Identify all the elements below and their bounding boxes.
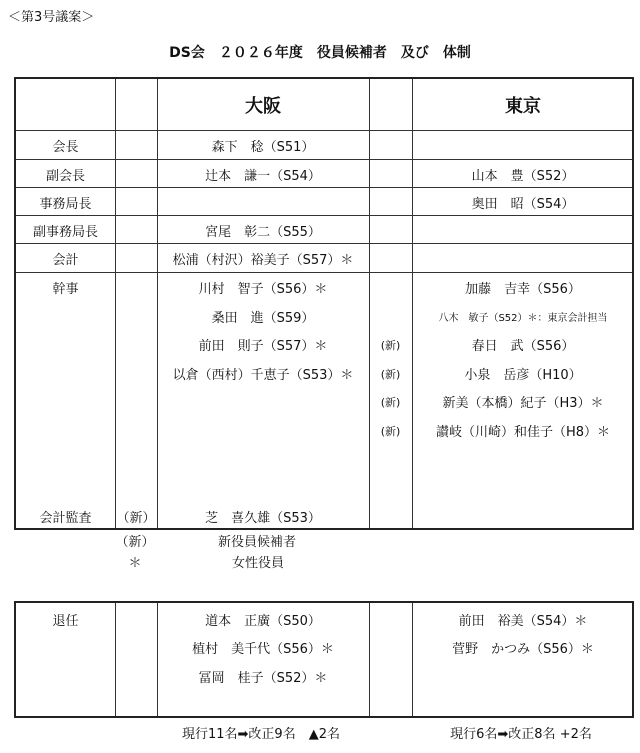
tokyo-retire-item: 前田 裕美（S54）＊ bbox=[458, 614, 588, 629]
osaka-treasurer: 松浦（村沢）裕美子（S57）＊ bbox=[172, 253, 354, 268]
tokyo-kanji-new-mark: (新) bbox=[380, 368, 401, 381]
osaka-retire-item: 冨岡 桂子（S52）＊ bbox=[198, 671, 328, 686]
role-treasurer: 会計 bbox=[52, 253, 79, 268]
legend-new-text: 新役員候補者 bbox=[218, 535, 297, 550]
tokyo-kanji-item: 八木 敏子（S52）＊：東京会計担当 bbox=[438, 313, 608, 324]
agenda-label: ＜第3号議案＞ bbox=[8, 10, 95, 25]
tokyo-secretary-general: 奥田 昭（S54） bbox=[471, 197, 575, 212]
tokyo-vice-president: 山本 豊（S52） bbox=[471, 169, 575, 184]
osaka-kanji-item: 前田 則子（S57）＊ bbox=[198, 339, 328, 354]
auditor-new-mark: （新） bbox=[116, 511, 156, 526]
osaka-deputy-secretary: 宮尾 彰二（S55） bbox=[205, 225, 321, 240]
osaka-summary: 現行11名➡改正9名 ▲2名 bbox=[182, 727, 340, 742]
role-president: 会長 bbox=[52, 140, 79, 155]
role-vice-president: 副会長 bbox=[45, 169, 85, 184]
tokyo-kanji-item: 小泉 岳彦（H10） bbox=[464, 368, 582, 383]
osaka-president: 森下 稔（S51） bbox=[211, 140, 315, 155]
osaka-kanji-item: 川村 智子（S56）＊ bbox=[198, 282, 328, 297]
tokyo-retire-item: 菅野 かつみ（S56）＊ bbox=[452, 642, 594, 657]
retire-table bbox=[14, 601, 634, 718]
tokyo-kanji-new-mark: (新) bbox=[380, 425, 401, 438]
officer-table bbox=[14, 77, 634, 530]
legend-new-mark: （新） bbox=[115, 535, 155, 550]
tokyo-kanji-item: 加藤 吉幸（S56） bbox=[465, 282, 581, 297]
osaka-auditor: 芝 喜久雄（S53） bbox=[205, 511, 321, 526]
osaka-retire-item: 道本 正廣（S50） bbox=[205, 614, 321, 629]
tokyo-summary: 現行6名➡改正8名 +2名 bbox=[450, 727, 592, 742]
role-secretary-general: 事務局長 bbox=[39, 197, 92, 212]
tokyo-kanji-item: 讃岐（川崎）和佳子（H8）＊ bbox=[435, 425, 611, 440]
osaka-retire-item: 植村 美千代（S56）＊ bbox=[192, 642, 334, 657]
tokyo-kanji-item: 春日 武（S56） bbox=[471, 339, 575, 354]
osaka-kanji-item: 以倉（西村）千恵子（S53）＊ bbox=[172, 368, 354, 383]
role-kanji: 幹事 bbox=[52, 282, 79, 297]
role-auditor: 会計監査 bbox=[39, 511, 92, 526]
tokyo-kanji-new-mark: (新) bbox=[380, 339, 401, 352]
tokyo-kanji-item: 新美（本橋）紀子（H3）＊ bbox=[442, 396, 604, 411]
role-retire: 退任 bbox=[52, 614, 79, 629]
osaka-header: 大阪 bbox=[245, 96, 281, 117]
osaka-vice-president: 辻本 謙一（S54） bbox=[205, 169, 321, 184]
osaka-kanji-item: 桑田 進（S59） bbox=[211, 311, 315, 326]
legend-female-text: 女性役員 bbox=[232, 556, 285, 571]
tokyo-header: 東京 bbox=[505, 96, 541, 117]
tokyo-kanji-new-mark: (新) bbox=[380, 396, 401, 409]
role-deputy-secretary: 副事務局長 bbox=[32, 225, 98, 240]
legend-female-mark: ＊ bbox=[128, 556, 142, 571]
page-title: DS会 ２０２６年度 役員候補者 及び 体制 bbox=[169, 45, 471, 61]
